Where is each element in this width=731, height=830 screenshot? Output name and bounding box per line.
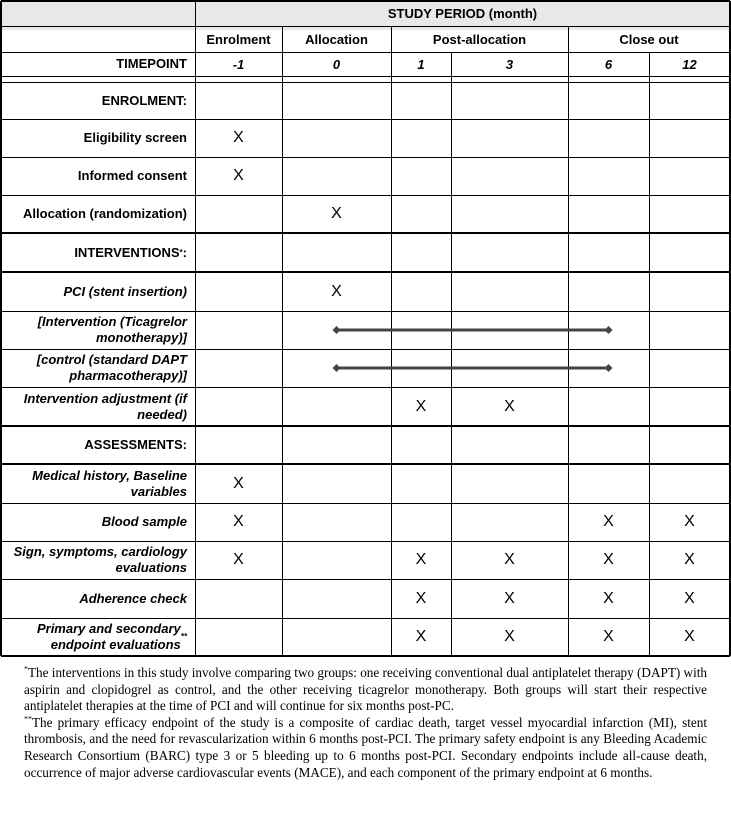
row-label-14: Primary and secondary endpoint evaluations **: [1, 618, 195, 656]
mark-r13-c5: X: [684, 589, 695, 607]
row-label-text-10: Medical history, Baseline variables: [32, 467, 187, 499]
row-label-text-9: ASSESSMENTS:: [84, 437, 187, 452]
mark-r11-c0: X: [233, 513, 244, 530]
footnote-mark: **: [24, 714, 32, 724]
footnote-1: [24, 715, 707, 781]
mark-r13-c3: X: [504, 589, 515, 607]
mark-r12-c2: X: [415, 551, 427, 568]
group-header-0: Enrolment: [206, 31, 271, 47]
row-label-text-14: Primary and secondary endpoint evaluations: [36, 621, 181, 652]
mark-r2-c0: X: [233, 167, 244, 184]
row-label-text-4: INTERVENTIONS: [74, 244, 180, 260]
mark-r8-c3: X: [504, 397, 515, 415]
row-label-4: INTERVENTIONS * :: [74, 244, 187, 260]
row-label-text-1: Eligibility screen: [83, 130, 187, 145]
duration-endpoint-6-1: [605, 326, 613, 334]
row-label-text-12: Sign, symptoms, cardiology evaluations: [13, 544, 187, 575]
timepoint-label: TIMEPOINT: [116, 56, 187, 71]
mark-r11-c5: X: [684, 513, 695, 530]
mark-r10-c0: X: [233, 474, 244, 492]
timepoint-0: -1: [232, 56, 245, 72]
timepoint-2: 1: [417, 56, 425, 72]
mark-r12-c5: X: [684, 551, 695, 568]
mark-r14-c4: X: [603, 628, 614, 645]
footnote-text: The interventions in this study involve comparing two groups: one receiving conventional dual antiplatelet therapy (DAPT) with aspirin and clopidogrel as control, and the other receiving ticagrelor monotherapy. Both groups will start their respective antiplatelet therapies at the time of PCI and will continue for six months post-PC.: [24, 665, 708, 714]
mark-r14-c5: X: [684, 628, 695, 645]
mark-r3-c1: X: [331, 205, 342, 222]
row-label-text-7: [control (standard DAPT pharmacotherapy)]: [36, 352, 187, 383]
footnote-text: The primary efficacy endpoint of the study is a composite of cardiac death, target vessel myocardial infarction (MI), stent thrombosis, and the need for revascularization within 6 months post-PCI. The primary safety endpoint is any Bleeding Academic Research Consortium (BARC) type 3 or 5 bleeding up to 6 months post-PCI. Secondary endpoints include all-cause death, occurrence of major adverse cardiovascular events (MACE), and each component of the primary endpoint at 6 months.: [24, 714, 707, 780]
study-period-title: STUDY PERIOD (month): [387, 6, 538, 21]
footnotes: [24, 665, 707, 781]
mark-r13-c2: X: [415, 589, 427, 607]
footnote-mark: *: [24, 664, 28, 674]
mark-r5-c1: X: [331, 282, 342, 300]
mark-r13-c4: X: [603, 589, 614, 607]
group-header-3: Close out: [619, 31, 679, 47]
timepoint-4: 6: [604, 56, 613, 72]
mark-r12-c4: X: [603, 551, 614, 568]
mark-r11-c4: X: [603, 513, 614, 530]
mark-r12-c0: X: [233, 551, 244, 568]
duration-endpoint-6-0: [333, 326, 341, 334]
timepoint-5: 12: [682, 56, 697, 72]
timepoint-1: 0: [332, 56, 341, 72]
row-label-text-8: Intervention adjustment (if needed): [23, 390, 187, 422]
row-label-suffix: :: [182, 244, 187, 260]
row-label-text-13: Adherence check: [79, 590, 187, 606]
mark-r12-c3: X: [504, 551, 515, 568]
timepoint-3: 3: [505, 56, 514, 72]
row-label-text-2: Informed consent: [77, 168, 187, 183]
row-label-text-11: Blood sample: [101, 514, 187, 529]
row-label-text-0: ENROLMENT:: [101, 92, 187, 108]
group-header-2: Post-allocation: [432, 31, 527, 47]
mark-r1-c0: X: [233, 129, 244, 146]
row-label-text-5: PCI (stent insertion): [63, 283, 187, 299]
group-header-1: Allocation: [305, 31, 368, 47]
mark-r14-c3: X: [504, 628, 515, 645]
duration-endpoint-7-1: [605, 364, 613, 372]
row-label-text-6: [Intervention (Ticagrelor monotherapy)]: [37, 314, 187, 345]
mark-r14-c2: X: [415, 628, 427, 645]
footnote-0: [24, 665, 707, 715]
row-label-text-3: Allocation (randomization): [23, 206, 187, 221]
mark-r8-c2: X: [415, 397, 427, 415]
duration-endpoint-7-0: [333, 364, 341, 372]
